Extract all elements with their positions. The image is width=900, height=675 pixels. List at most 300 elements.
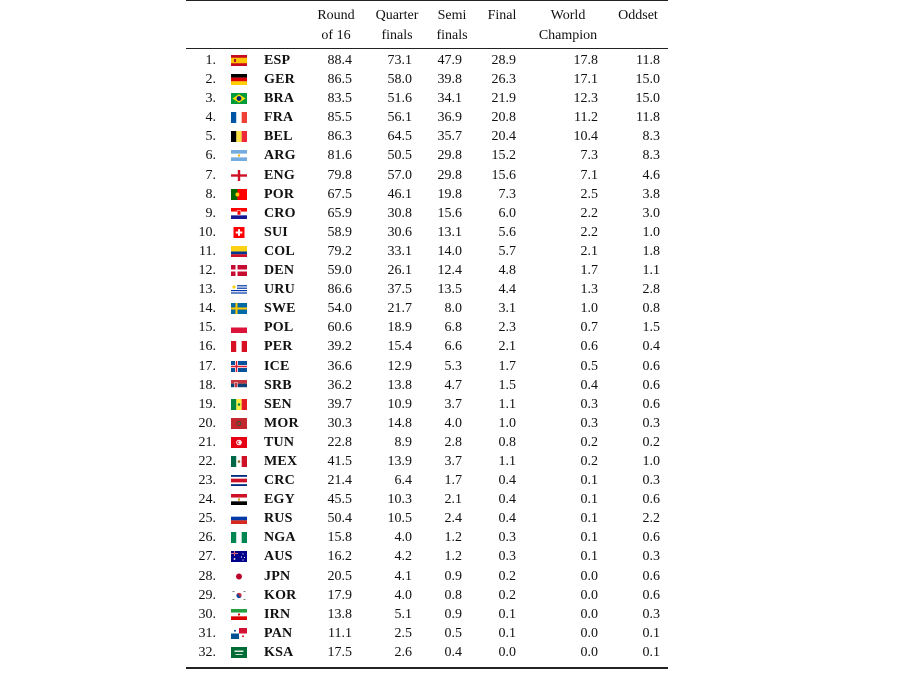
col-flag-icon: [231, 246, 247, 257]
rank-cell: 23.: [198, 473, 216, 489]
final-value: 5.7: [498, 243, 516, 259]
round-of-16-value: 86.6: [327, 282, 352, 298]
team-code: SRB: [264, 377, 292, 393]
quarter-finals-value: 10.9: [387, 396, 412, 412]
round-of-16-value: 83.5: [327, 91, 352, 107]
oddset-value: 3.8: [642, 186, 660, 202]
world-champion-value: 0.2: [580, 434, 598, 450]
table-row: [186, 452, 668, 471]
oddset-value: 1.5: [642, 320, 660, 336]
world-champion-value: 2.1: [580, 243, 598, 259]
world-champion-value: 0.7: [580, 320, 598, 336]
world-champion-value: 7.3: [580, 148, 598, 164]
round-of-16-value: 60.6: [327, 320, 352, 336]
rank-cell: 29.: [198, 587, 216, 603]
semi-finals-value: 4.0: [444, 415, 462, 431]
tun-flag-icon: [231, 437, 247, 448]
semi-finals-value: 29.8: [437, 148, 462, 164]
final-value: 0.1: [498, 606, 516, 622]
round-of-16-value: 58.9: [327, 224, 352, 240]
semi-finals-value: 29.8: [437, 167, 462, 183]
round-of-16-value: 65.9: [327, 205, 352, 221]
rank-cell: 14.: [198, 301, 216, 317]
table-row: [186, 395, 668, 414]
team-code: SUI: [264, 224, 288, 240]
table-row: [186, 528, 668, 547]
round-of-16-value: 86.5: [327, 72, 352, 88]
table-row: [186, 624, 668, 643]
team-code: EGY: [264, 492, 295, 508]
team-code: MEX: [264, 453, 298, 469]
oddset-value: 0.6: [642, 377, 660, 393]
header-quarter-finals: Quarter finals: [375, 8, 419, 43]
oddset-value: 11.8: [636, 110, 660, 126]
header-semi-finals: Semi finals: [436, 8, 468, 43]
quarter-finals-value: 50.5: [387, 148, 412, 164]
world-champion-value: 11.2: [574, 110, 598, 126]
header-final: Final: [487, 8, 517, 23]
team-code: TUN: [264, 434, 295, 450]
world-champion-value: 17.1: [573, 72, 598, 88]
final-value: 1.1: [498, 396, 516, 412]
semi-finals-value: 3.7: [444, 396, 462, 412]
rank-cell: 16.: [198, 339, 216, 355]
semi-finals-value: 1.7: [444, 473, 462, 489]
round-of-16-value: 15.8: [327, 530, 352, 546]
final-value: 0.2: [498, 568, 516, 584]
rank-cell: 32.: [198, 644, 216, 660]
rank-cell: 28.: [198, 568, 216, 584]
oddset-value: 0.6: [642, 568, 660, 584]
final-value: 0.8: [498, 434, 516, 450]
srb-flag-icon: [231, 380, 247, 391]
table-row: [186, 414, 668, 433]
round-of-16-value: 59.0: [327, 263, 352, 279]
team-code: IRN: [264, 606, 291, 622]
ksa-flag-icon: [231, 647, 247, 658]
oddset-value: 0.6: [642, 492, 660, 508]
mor-flag-icon: [231, 418, 247, 429]
semi-finals-value: 0.5: [444, 625, 462, 641]
team-code: BEL: [264, 129, 293, 145]
round-of-16-value: 45.5: [327, 492, 352, 508]
world-champion-value: 0.0: [580, 625, 598, 641]
team-code: ESP: [264, 53, 291, 68]
team-code: SWE: [264, 301, 296, 317]
semi-finals-value: 2.4: [444, 511, 462, 527]
table-row: [186, 547, 668, 566]
rank-cell: 8.: [205, 186, 216, 202]
rus-flag-icon: [231, 513, 247, 524]
team-code: CRC: [264, 473, 295, 489]
final-value: 5.6: [498, 224, 516, 240]
team-code: RUS: [264, 511, 293, 527]
oddset-value: 8.3: [642, 148, 660, 164]
egy-flag-icon: [231, 494, 247, 505]
oddset-value: 4.6: [642, 167, 660, 183]
team-code: KOR: [264, 587, 297, 603]
rank-cell: 20.: [198, 415, 216, 431]
round-of-16-value: 36.6: [327, 358, 352, 374]
oddset-value: 0.4: [642, 339, 660, 355]
ger-flag-icon: [231, 74, 247, 85]
oddset-value: 0.8: [642, 301, 660, 317]
quarter-finals-value: 6.4: [394, 473, 412, 489]
semi-finals-value: 2.1: [444, 492, 462, 508]
world-champion-value: 0.5: [580, 358, 598, 374]
oddset-value: 15.0: [635, 91, 660, 107]
team-code: ICE: [264, 358, 290, 374]
world-champion-value: 0.0: [580, 644, 598, 660]
rank-cell: 11.: [199, 243, 216, 259]
semi-finals-value: 0.8: [444, 587, 462, 603]
table-row: [186, 127, 668, 146]
world-champion-value: 7.1: [580, 167, 598, 183]
oddset-value: 0.2: [642, 434, 660, 450]
rank-cell: 15.: [198, 320, 216, 336]
world-champion-value: 1.3: [580, 282, 598, 298]
final-value: 28.9: [491, 53, 516, 68]
round-of-16-value: 81.6: [327, 148, 352, 164]
team-code: KSA: [264, 644, 294, 660]
rank-cell: 2.: [205, 72, 216, 88]
quarter-finals-value: 10.5: [387, 511, 412, 527]
round-of-16-value: 50.4: [327, 511, 352, 527]
probability-table: [186, 0, 668, 670]
final-value: 0.3: [498, 549, 516, 565]
world-champion-value: 0.6: [580, 339, 598, 355]
final-value: 3.1: [498, 301, 516, 317]
mex-flag-icon: [231, 456, 247, 467]
team-code: POL: [264, 320, 294, 336]
table-row: [186, 261, 668, 280]
semi-finals-value: 35.7: [437, 129, 462, 145]
rank-cell: 5.: [205, 129, 216, 145]
final-value: 0.1: [498, 625, 516, 641]
quarter-finals-value: 37.5: [387, 282, 412, 298]
team-code: COL: [264, 243, 295, 259]
aus-flag-icon: [231, 551, 247, 562]
world-champion-value: 0.0: [580, 568, 598, 584]
quarter-finals-value: 15.4: [387, 339, 412, 355]
team-code: PAN: [264, 625, 293, 641]
final-value: 1.5: [498, 377, 516, 393]
world-champion-value: 0.1: [580, 473, 598, 489]
final-value: 26.3: [491, 72, 516, 88]
table-row: [186, 242, 668, 261]
oddset-value: 0.1: [642, 644, 660, 660]
table-row: [186, 280, 668, 299]
final-value: 15.2: [491, 148, 516, 164]
quarter-finals-value: 4.0: [394, 530, 412, 546]
world-champion-value: 1.7: [580, 263, 598, 279]
world-champion-value: 0.0: [580, 587, 598, 603]
round-of-16-value: 67.5: [327, 186, 352, 202]
world-champion-value: 0.3: [580, 396, 598, 412]
table-row: [186, 490, 668, 509]
rank-cell: 27.: [198, 549, 216, 565]
team-code: URU: [264, 282, 295, 298]
round-of-16-value: 20.5: [327, 568, 352, 584]
oddset-value: 0.6: [642, 358, 660, 374]
round-of-16-value: 79.8: [327, 167, 352, 183]
top-rule: [186, 0, 668, 1]
world-champion-value: 2.2: [580, 205, 598, 221]
world-champion-value: 1.0: [580, 301, 598, 317]
quarter-finals-value: 5.1: [394, 606, 412, 622]
rank-cell: 7.: [205, 167, 216, 183]
final-value: 2.1: [498, 339, 516, 355]
round-of-16-value: 41.5: [327, 453, 352, 469]
semi-finals-value: 2.8: [444, 434, 462, 450]
final-value: 0.4: [498, 492, 516, 508]
quarter-finals-value: 10.3: [387, 492, 412, 508]
quarter-finals-value: 13.8: [387, 377, 412, 393]
uru-flag-icon: [231, 284, 247, 295]
semi-finals-value: 6.6: [444, 339, 462, 355]
final-value: 0.4: [498, 511, 516, 527]
rank-cell: 6.: [205, 148, 216, 164]
team-code: ENG: [264, 167, 295, 183]
semi-finals-value: 0.9: [444, 568, 462, 584]
esp-flag-icon: [231, 55, 247, 66]
round-of-16-value: 16.2: [327, 549, 352, 565]
rank-cell: 18.: [198, 377, 216, 393]
final-value: 1.0: [498, 415, 516, 431]
semi-finals-value: 13.1: [437, 224, 462, 240]
table-row: [186, 70, 668, 89]
team-code: ARG: [264, 148, 296, 164]
table-row: [186, 605, 668, 624]
header-oddset: Oddset: [618, 8, 658, 23]
pan-flag-icon: [231, 628, 247, 639]
oddset-value: 1.1: [642, 263, 660, 279]
rank-cell: 4.: [205, 110, 216, 126]
swe-flag-icon: [231, 303, 247, 314]
quarter-finals-value: 4.0: [394, 587, 412, 603]
final-value: 15.6: [491, 167, 516, 183]
world-champion-value: 0.3: [580, 415, 598, 431]
sui-flag-icon: [231, 227, 247, 238]
header-round-of-16: Round of 16: [317, 8, 355, 43]
semi-finals-value: 47.9: [437, 53, 462, 68]
round-of-16-value: 54.0: [327, 301, 352, 317]
semi-finals-value: 39.8: [437, 72, 462, 88]
quarter-finals-value: 18.9: [387, 320, 412, 336]
final-value: 21.9: [491, 91, 516, 107]
world-champion-value: 2.2: [580, 224, 598, 240]
quarter-finals-value: 14.8: [387, 415, 412, 431]
table-row: [186, 223, 668, 242]
final-value: 0.4: [498, 473, 516, 489]
world-champion-value: 0.1: [580, 492, 598, 508]
round-of-16-value: 22.8: [327, 434, 352, 450]
table-row: [186, 108, 668, 127]
semi-finals-value: 3.7: [444, 453, 462, 469]
eng-flag-icon: [231, 170, 247, 181]
table-row: [186, 318, 668, 337]
semi-finals-value: 4.7: [444, 377, 462, 393]
oddset-value: 1.0: [642, 453, 660, 469]
table-row: [186, 567, 668, 586]
semi-finals-value: 1.2: [444, 549, 462, 565]
quarter-finals-value: 2.6: [394, 644, 412, 660]
oddset-value: 0.3: [642, 606, 660, 622]
table-row: [186, 433, 668, 452]
quarter-finals-value: 73.1: [387, 53, 412, 68]
oddset-value: 0.6: [642, 587, 660, 603]
oddset-value: 2.2: [642, 511, 660, 527]
table-body: [186, 51, 668, 662]
header-world-champion: World Champion: [538, 8, 598, 43]
round-of-16-value: 17.5: [327, 644, 352, 660]
final-value: 20.8: [491, 110, 516, 126]
ice-flag-icon: [231, 361, 247, 372]
arg-flag-icon: [231, 150, 247, 161]
por-flag-icon: [231, 189, 247, 200]
rank-cell: 22.: [198, 453, 216, 469]
round-of-16-value: 36.2: [327, 377, 352, 393]
irn-flag-icon: [231, 609, 247, 620]
table-row: [186, 586, 668, 605]
table-row: [186, 337, 668, 356]
quarter-finals-value: 4.2: [394, 549, 412, 565]
bottom-rule: [186, 667, 668, 669]
rank-cell: 3.: [205, 91, 216, 107]
table-row: [186, 471, 668, 490]
rank-cell: 24.: [198, 492, 216, 508]
semi-finals-value: 0.4: [444, 644, 462, 660]
world-champion-value: 0.4: [580, 377, 598, 393]
world-champion-value: 12.3: [573, 91, 598, 107]
final-value: 0.2: [498, 587, 516, 603]
semi-finals-value: 36.9: [437, 110, 462, 126]
world-champion-value: 0.0: [580, 606, 598, 622]
world-champion-value: 0.1: [580, 511, 598, 527]
semi-finals-value: 34.1: [437, 91, 462, 107]
world-champion-value: 17.8: [573, 53, 598, 68]
table-row: [186, 643, 668, 662]
table-row: [186, 185, 668, 204]
table-row: [186, 299, 668, 318]
final-value: 7.3: [498, 186, 516, 202]
round-of-16-value: 88.4: [327, 53, 352, 68]
quarter-finals-value: 30.8: [387, 205, 412, 221]
round-of-16-value: 85.5: [327, 110, 352, 126]
table-row: [186, 376, 668, 395]
quarter-finals-value: 64.5: [387, 129, 412, 145]
world-champion-value: 10.4: [573, 129, 598, 145]
team-code: CRO: [264, 205, 296, 221]
team-code: PER: [264, 339, 293, 355]
quarter-finals-value: 21.7: [387, 301, 412, 317]
table-row: [186, 204, 668, 223]
team-code: POR: [264, 186, 295, 202]
round-of-16-value: 30.3: [327, 415, 352, 431]
round-of-16-value: 21.4: [327, 473, 352, 489]
fra-flag-icon: [231, 112, 247, 123]
oddset-value: 0.1: [642, 625, 660, 641]
round-of-16-value: 79.2: [327, 243, 352, 259]
rank-cell: 10.: [198, 224, 216, 240]
table-row: [186, 166, 668, 185]
final-value: 1.7: [498, 358, 516, 374]
table-row: [186, 509, 668, 528]
bel-flag-icon: [231, 131, 247, 142]
team-code: BRA: [264, 91, 295, 107]
quarter-finals-value: 4.1: [394, 568, 412, 584]
oddset-value: 3.0: [642, 205, 660, 221]
round-of-16-value: 13.8: [327, 606, 352, 622]
sen-flag-icon: [231, 399, 247, 410]
quarter-finals-value: 58.0: [387, 72, 412, 88]
rank-cell: 17.: [198, 358, 216, 374]
semi-finals-value: 1.2: [444, 530, 462, 546]
bra-flag-icon: [231, 93, 247, 104]
quarter-finals-value: 30.6: [387, 224, 412, 240]
final-value: 2.3: [498, 320, 516, 336]
final-value: 0.0: [498, 644, 516, 660]
oddset-value: 0.3: [642, 549, 660, 565]
team-code: DEN: [264, 263, 295, 279]
oddset-value: 1.0: [642, 224, 660, 240]
semi-finals-value: 0.9: [444, 606, 462, 622]
quarter-finals-value: 46.1: [387, 186, 412, 202]
world-champion-value: 0.2: [580, 453, 598, 469]
oddset-value: 0.6: [642, 396, 660, 412]
rank-cell: 31.: [198, 625, 216, 641]
rank-cell: 19.: [198, 396, 216, 412]
team-code: AUS: [264, 549, 293, 565]
per-flag-icon: [231, 341, 247, 352]
rank-cell: 21.: [198, 434, 216, 450]
oddset-value: 15.0: [635, 72, 660, 88]
oddset-value: 0.3: [642, 473, 660, 489]
quarter-finals-value: 12.9: [387, 358, 412, 374]
world-champion-value: 0.1: [580, 549, 598, 565]
quarter-finals-value: 56.1: [387, 110, 412, 126]
oddset-value: 11.8: [636, 53, 660, 68]
quarter-finals-value: 51.6: [387, 91, 412, 107]
semi-finals-value: 13.5: [437, 282, 462, 298]
rank-cell: 25.: [198, 511, 216, 527]
team-code: SEN: [264, 396, 292, 412]
semi-finals-value: 12.4: [437, 263, 462, 279]
cro-flag-icon: [231, 208, 247, 219]
oddset-value: 0.6: [642, 530, 660, 546]
pol-flag-icon: [231, 322, 247, 333]
final-value: 4.8: [498, 263, 516, 279]
quarter-finals-value: 2.5: [394, 625, 412, 641]
table-row: [186, 51, 668, 70]
den-flag-icon: [231, 265, 247, 276]
semi-finals-value: 14.0: [437, 243, 462, 259]
round-of-16-value: 39.2: [327, 339, 352, 355]
header-rule: [186, 48, 668, 49]
rank-cell: 12.: [198, 263, 216, 279]
final-value: 1.1: [498, 453, 516, 469]
round-of-16-value: 39.7: [327, 396, 352, 412]
round-of-16-value: 86.3: [327, 129, 352, 145]
world-champion-value: 0.1: [580, 530, 598, 546]
final-value: 4.4: [498, 282, 516, 298]
oddset-value: 2.8: [642, 282, 660, 298]
quarter-finals-value: 33.1: [387, 243, 412, 259]
team-code: JPN: [264, 568, 291, 584]
quarter-finals-value: 57.0: [387, 167, 412, 183]
round-of-16-value: 17.9: [327, 587, 352, 603]
team-code: GER: [264, 72, 295, 88]
